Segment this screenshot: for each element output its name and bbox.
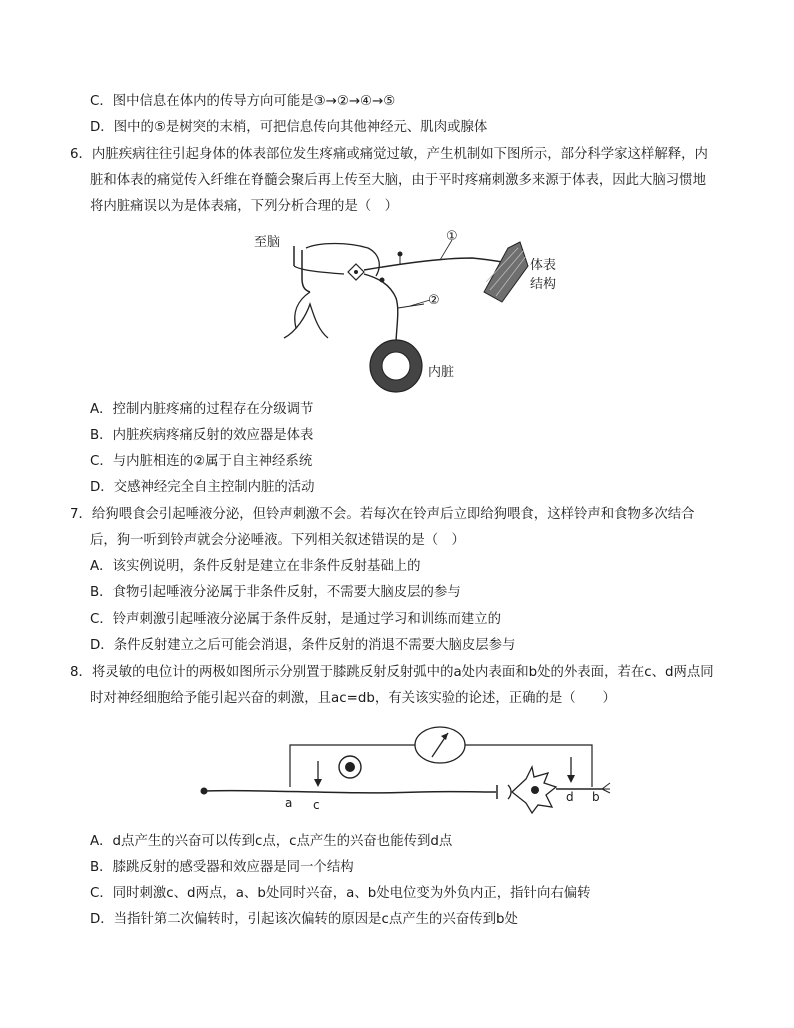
q8-stem-line1: 8．将灵敏的电位计的两极如图所示分别置于膝跳反射反射弧中的a处内表面和b处的外表面，若在c、d两点同 [70,665,714,680]
q6-option-d: D．交感神经完全自主控制内脏的活动 [90,480,315,495]
q8-label-b: b [592,790,600,804]
q8-recording-symbol-dot [345,762,355,772]
q6-fiber-2 [364,274,398,344]
q6-option-a: A．控制内脏疼痛的过程存在分级调节 [90,402,314,417]
q7-option-b: B．食物引起唾液分泌属于非条件反射，不需要大脑皮层的参与 [90,585,461,600]
q8-label-c: c [313,798,320,812]
q6-option-c: C．与内脏相连的②属于自主神经系统 [90,454,313,469]
q7-option-a: A．该实例说明，条件反射是建立在非条件反射基础上的 [90,559,421,574]
q8-neuron-nucleus [531,786,539,794]
q8-label-d: d [566,790,574,804]
q8-stimulus-d-arrowhead [567,775,575,783]
q6-spinal-cord-bottom [284,304,328,338]
q7-stem-line2: 后，狗一听到铃声就会分泌唾液。下列相关叙述错误的是（ ） [90,533,465,548]
q6-label-body-surface-1: 体表 [530,258,557,273]
q8-afferent-fiber [204,791,496,793]
q6-spinal-cord-left [302,250,310,292]
q6-body-surface-structure [484,242,528,302]
q8-label-a: a [285,796,293,810]
q5-option-c: C．图中信息在体内的传导方向可能是③→②→④→⑤ [90,94,396,109]
q5-option-d: D．图中的⑤是树突的末梢，可把信息传向其他神经元、肌肉或腺体 [90,120,488,135]
q6-label-body-surface-2: 结构 [530,277,557,292]
q7-stem-line1: 7．给狗喂食会引起唾液分泌，但铃声刺激不会。若每次在铃声后立即给狗喂食，这样铃声和食物多次结合 [70,507,695,522]
q8-effector-end [602,783,610,793]
q6-label-viscera: 内脏 [428,365,455,380]
q8-option-a: A．d点产生的兴奋可以传到c点，c点产生的兴奋也能传到d点 [90,834,453,849]
q6-figure-referred-pain [240,220,570,400]
q6-stem-line1: 6．内脏疾病往往引起身体的体表部位发生疼痛或痛觉过敏，产生机制如下图所示，部分科学家这样解释，内 [70,147,708,162]
q8-option-b: B．膝跳反射的感受器和效应器是同一个结构 [90,860,354,875]
q7-option-c: C．铃声刺激引起唾液分泌属于条件反射，是通过学习和训练而建立的 [90,612,502,627]
q8-stimulus-c-arrowhead [314,779,322,787]
q6-label-brain: 至脑 [254,235,281,250]
q8-synapse-cleft [508,785,511,799]
q6-fiber-2-cell-body [380,278,385,283]
q6-viscera-lumen [382,352,410,380]
q8-figure-reflex-arc [190,715,630,815]
q8-option-d: D．当指针第二次偏转时，引起该次偏转的原因是c点产生的兴奋传到b处 [90,912,518,927]
q6-label-2: ② [428,293,440,308]
q6-option-b: B．内脏疾病疼痛反射的效应器是体表 [90,428,314,443]
q6-stem-line2: 脏和体表的痛觉传入纤维在脊髓会聚后再上传至大脑，由于平时疼痛刺激多来源于体表，因此大脑习惯地 [90,173,706,188]
q8-option-c: C．同时刺激c、d两点，a、b处同时兴奋，a、b处电位变为外负内正，指针向右偏转 [90,886,591,901]
q6-stem-line3: 将内脏痛误以为是体表痛，下列分析合理的是（ ） [90,199,398,214]
q6-fiber-1-cell-body [398,252,403,257]
q6-synapse-dot [354,270,358,274]
q7-option-d: D．条件反射建立之后可能会消退，条件反射的消退不需要大脑皮层参与 [90,638,516,653]
q8-stem-line2: 时对神经细胞给予能引起兴奋的刺激，且ac=db，有关该实验的论述，正确的是（ ） [90,691,616,706]
q6-label-1: ① [446,229,458,244]
